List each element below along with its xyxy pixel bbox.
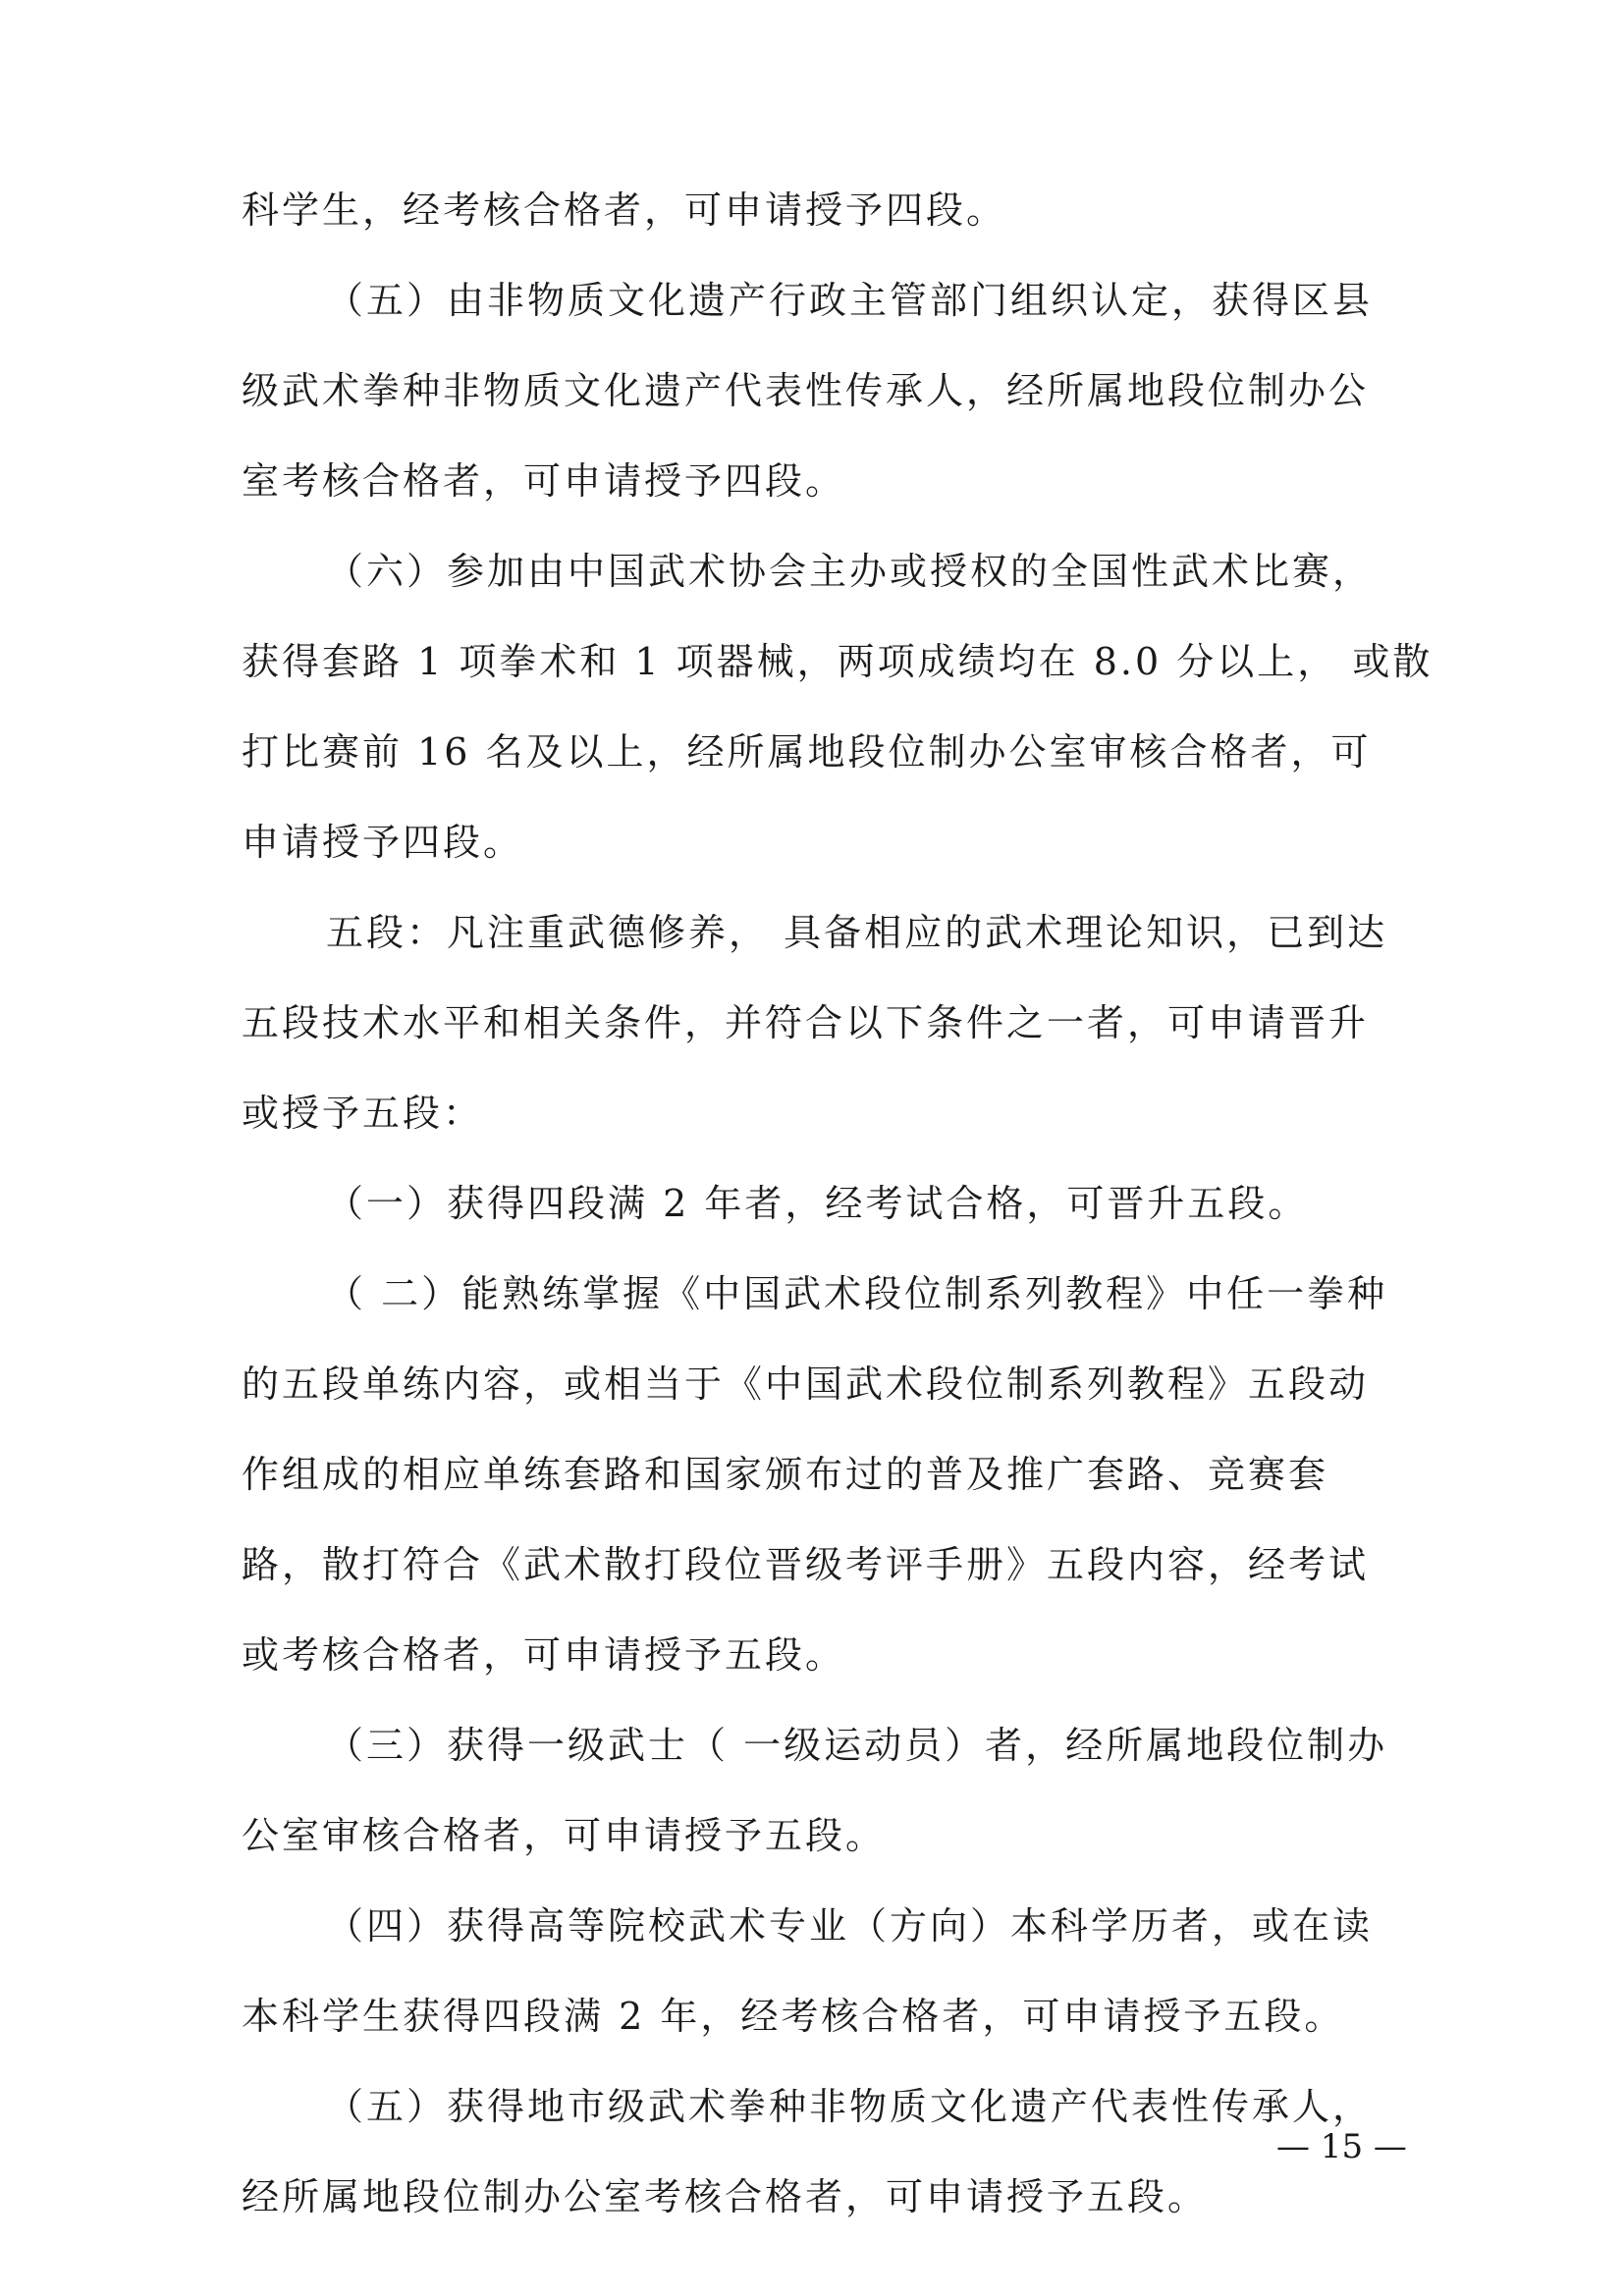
text-line: （ 二）能熟练掌握《中国武术段位制系列教程》中任一拳种 <box>326 1272 1388 1315</box>
text-line: 路，散打符合《武术散打段位晋级考评手册》五段内容，经考试 <box>242 1543 1370 1586</box>
text-line: 作组成的相应单练套路和国家颁布过的普及推广套路、竞赛套 <box>242 1453 1329 1496</box>
text-line: （五）由非物质文化遗产行政主管部门组织认定，获得区县 <box>326 279 1374 322</box>
text-line: 公室审核合格者，可申请授予五段。 <box>242 1814 887 1857</box>
text-line: 或授予五段： <box>242 1092 484 1135</box>
text-line: 或考核合格者，可申请授予五段。 <box>242 1633 846 1677</box>
text-line: 申请授予四段。 <box>242 821 524 864</box>
text-line: （三）获得一级武士（ 一级运动员）者，经所属地段位制办 <box>326 1724 1388 1767</box>
text-line: 室考核合格者，可申请授予四段。 <box>242 459 846 503</box>
page-number: — 15 — <box>1276 2127 1407 2166</box>
text-line: 本科学生获得四段满 2 年，经考核合格者，可申请授予五段。 <box>242 1995 1345 2038</box>
text-line: （五）获得地市级武术拳种非物质文化遗产代表性传承人， <box>326 2085 1374 2128</box>
text-line: 获得套路 1 项拳术和 1 项器械，两项成绩均在 8.0 分以上， 或散 <box>242 640 1434 683</box>
text-line: 级武术拳种非物质文化遗产代表性传承人，经所属地段位制办公 <box>242 369 1370 412</box>
text-line: （四）获得高等院校武术专业（方向）本科学历者，或在读 <box>326 1904 1374 1948</box>
text-line: 五段技术水平和相关条件，并符合以下条件之一者，可申请晋升 <box>242 1001 1370 1044</box>
text-line: 经所属地段位制办公室考核合格者，可申请授予五段。 <box>242 2175 1209 2218</box>
text-line: （一）获得四段满 2 年者，经考试合格，可晋升五段。 <box>326 1182 1309 1225</box>
text-line: （六）参加由中国武术协会主办或授权的全国性武术比赛， <box>326 550 1374 593</box>
text-line: 五段：凡注重武德修养， 具备相应的武术理论知识，已到达 <box>326 911 1388 954</box>
text-line: 科学生，经考核合格者，可申请授予四段。 <box>242 188 1007 232</box>
text-line: 的五段单练内容，或相当于《中国武术段位制系列教程》五段动 <box>242 1362 1370 1406</box>
text-line: 打比赛前 16 名及以上，经所属地段位制办公室审核合格者，可 <box>242 730 1372 774</box>
